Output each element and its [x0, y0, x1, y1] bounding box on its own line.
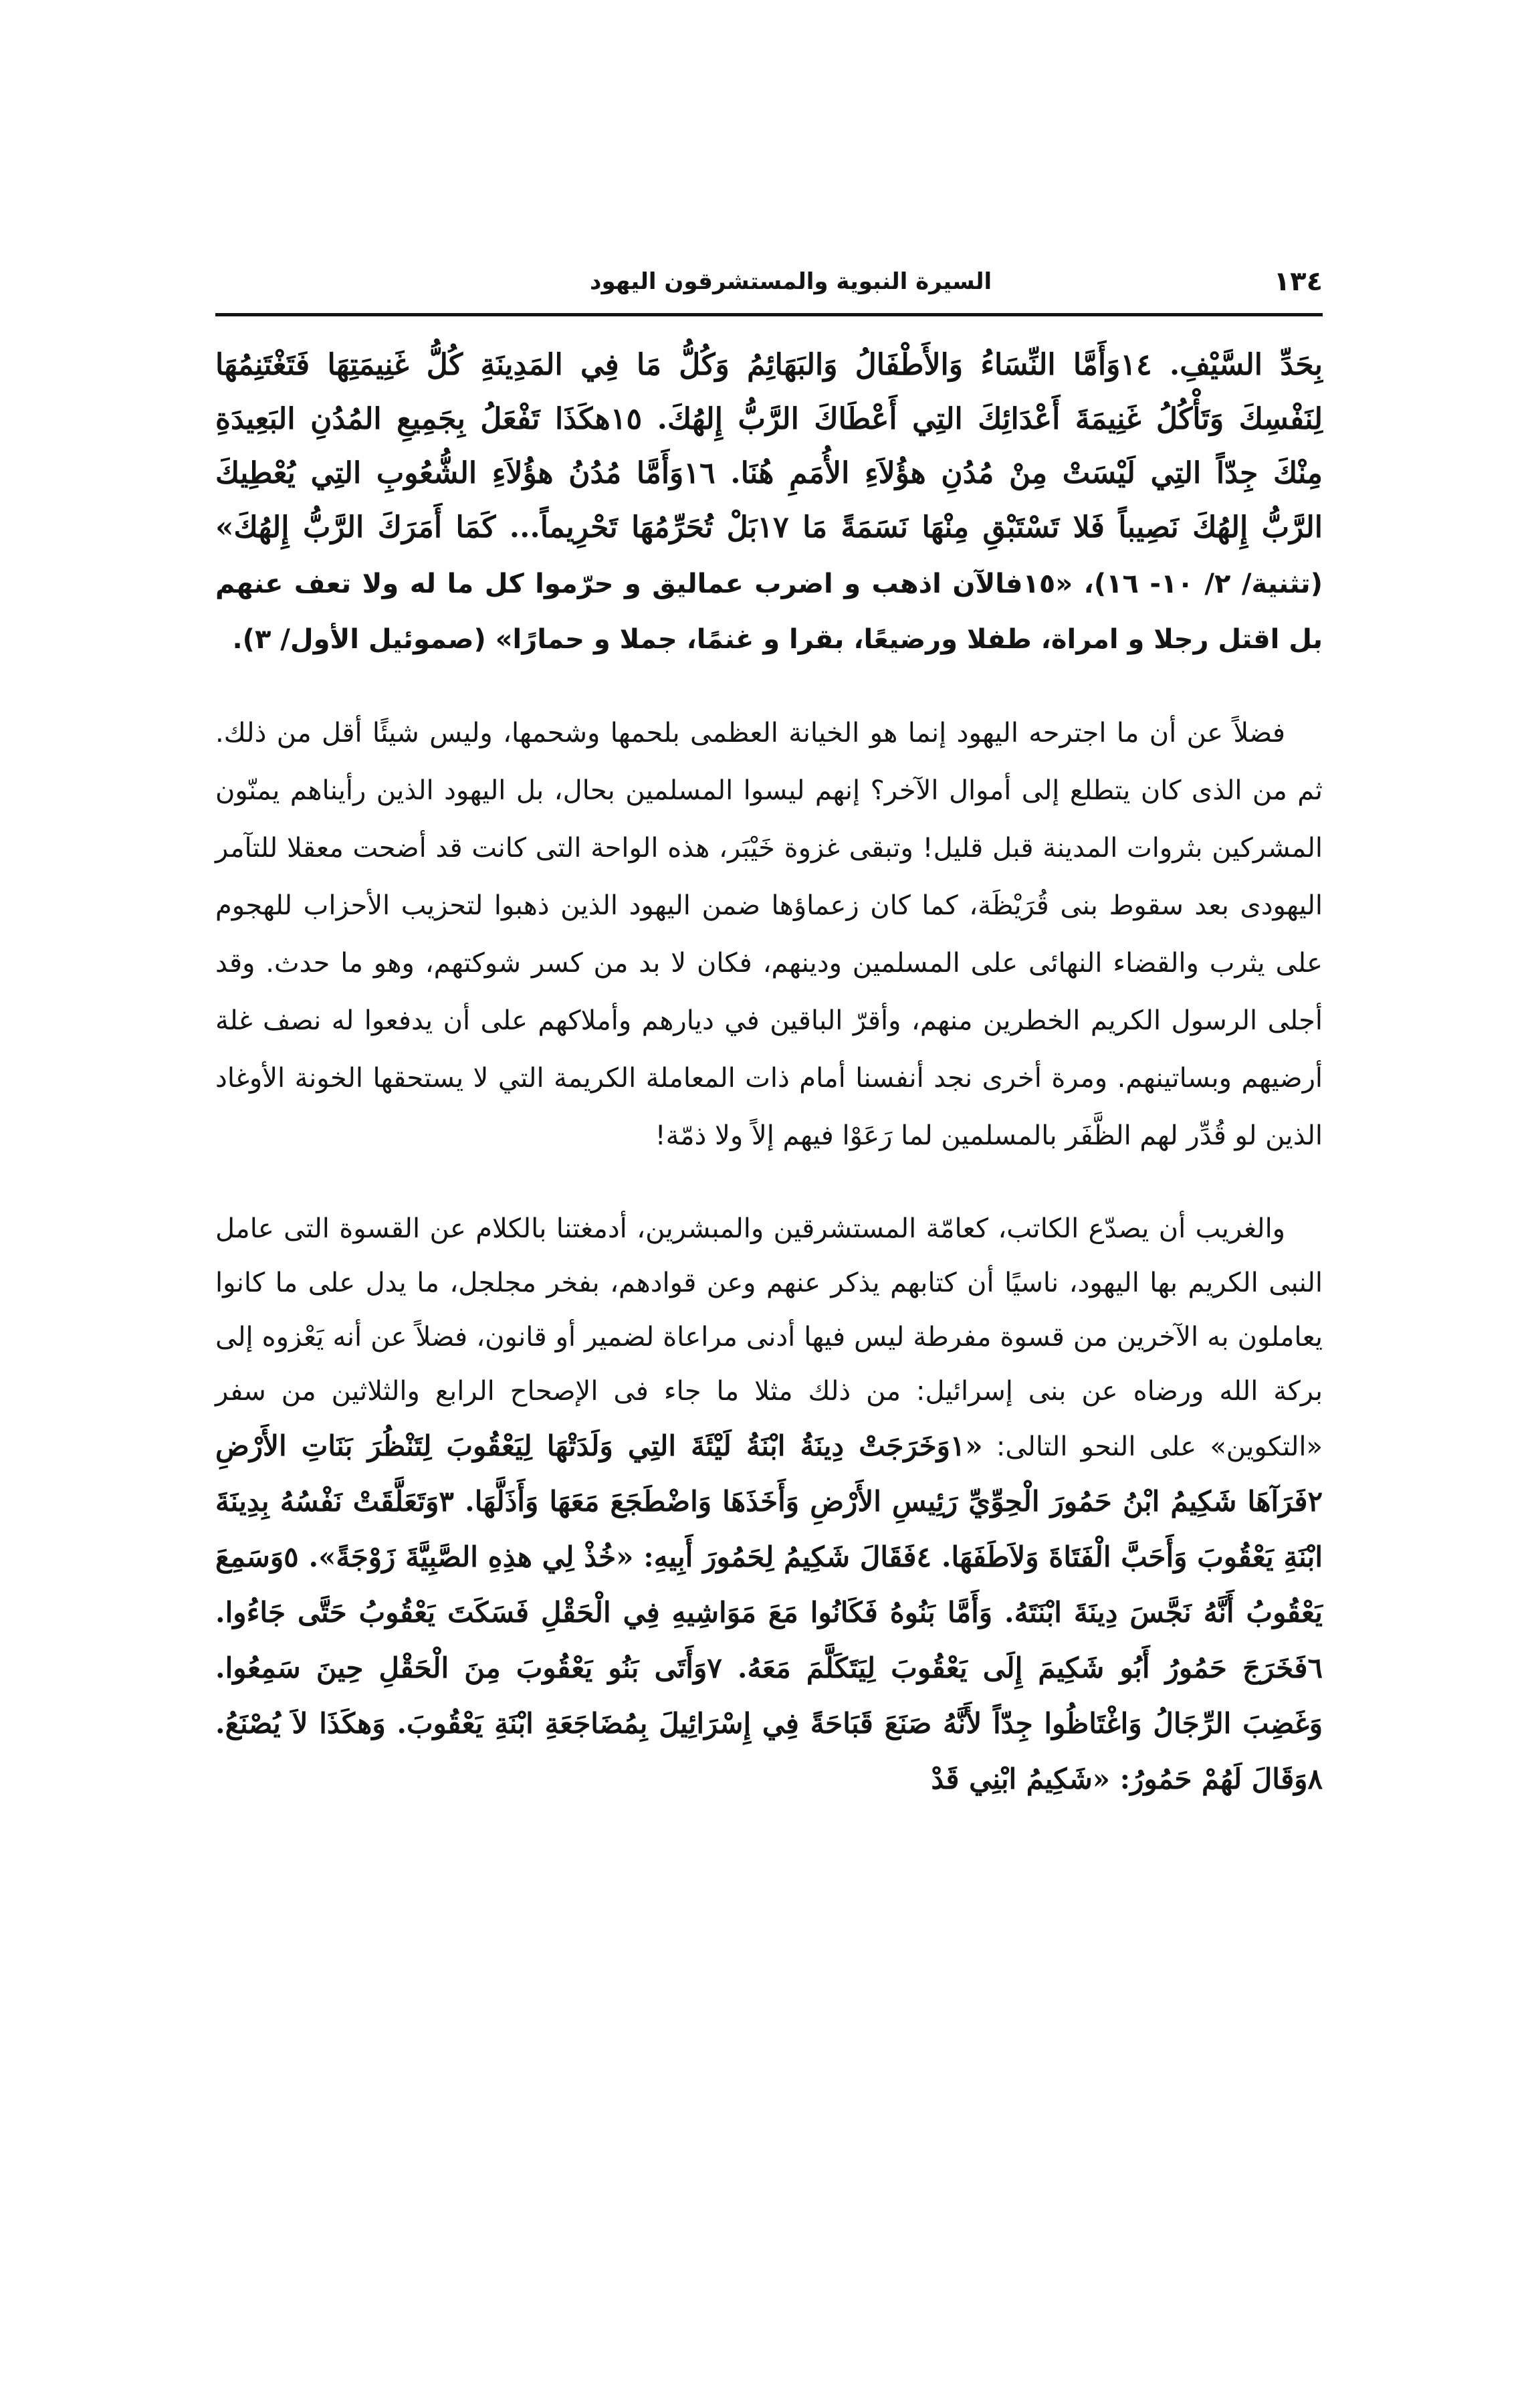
page-number: ١٣٤: [1273, 266, 1323, 297]
scripture-quote-paragraph: [215, 338, 1323, 667]
genesis-quote: «١وَخَرَجَتْ دِينَةُ ابْنَةُ لَيْئَةَ التِي وَلَدَتْهَا لِيَعْقُوبَ لِتَنْظُرَ بَنَاتِ الأَرْضِ ٢فَرَآهَا شَكِيمُ ابْنُ حَمُورَ الْحِوِّيِّ رَئِيسِ الأَرْضِ وَأَخَذَهَا وَاضْطَجَعَ مَعَهَا وَأَذَلَّهَا. ٣وَتَعَلَّقَتْ نَفْسُهُ بِدِينَةَ ابْنَةِ يَعْقُوبَ وَأَحَبَّ الْفَتَاةَ وَلاَطَفَهَا. ٤فَقَالَ شَكِيمُ لِحَمُورَ أَبِيهِ: «خُذْ لِي هذِهِ الصَّبِيَّةَ زَوْجَةً». ٥وَسَمِعَ يَعْقُوبُ أَنَّهُ نَجَّسَ دِينَةَ ابْنَتَهُ. وَأَمَّا بَنُوهُ فَكَانُوا مَعَ مَوَاشِيهِ فِي الْحَقْلِ فَسَكَتَ يَعْقُوبُ حَتَّى جَاءُوا. ٦فَخَرَجَ حَمُورُ أَبُو شَكِيمَ إِلَى يَعْقُوبَ لِيَتَكَلَّمَ مَعَهُ. ٧وَأَتَى بَنُو يَعْقُوبَ مِنَ الْحَقْلِ حِينَ سَمِعُوا. وَغَضِبَ الرِّجَالُ وَاغْتَاظُوا جِدّاً لأَنَّهُ صَنَعَ قَبَاحَةً فِي إِسْرَائِيلَ بِمُضَاجَعَةِ ابْنَةِ يَعْقُوبَ. وَهكَذَا لاَ يُصْنَعُ. ٨وَقَالَ لَهُمْ حَمُورُ: «شَكِيمُ ابْنِي قَدْ: [215, 1429, 1323, 1795]
header-rule: [215, 313, 1323, 316]
body-text: [215, 338, 1323, 1807]
book-title: السيرة النبوية والمستشرقون اليهود: [590, 268, 992, 295]
paragraph-khaybar: فضلاً عن أن ما اجترحه اليهود إنما هو الخيانة العظمى بلحمها وشحمها، وليس شيئًا أقل من ذلك. ثم من الذى كان يتطلع إلى أموال الآخر؟ إنهم ليسوا المسلمين بحال، بل اليهود الذين رأيناهم يمنّون المشركين بثروات المدينة قبل قليل! وتبقى غزوة خَيْبَر، هذه الواحة التى كانت قد أضحت معقلا للتآمر اليهودى بعد سقوط بنى قُرَيْظَة، كما كان زعماؤها ضمن اليهود الذين ذهبوا لتحزيب الأحزاب للهجوم على يثرب والقضاء النهائى على المسلمين ودينهم، فكان لا بد من كسر شوكتهم، وهو ما حدث. وقد أجلى الرسول الكريم الخطرين منهم، وأقرّ الباقين في ديارهم وأملاكهم على أن يدفعوا له نصف غلة أرضيهم وبساتينهم. ومرة أخرى نجد أنفسنا أمام ذات المعاملة الكريمة التي لا يستحقها الخونة الأوغاد الذين لو قُدِّر لهم الظَّفَر بالمسلمين لما رَعَوْا فيهم إلاً ولا ذمّة!: [215, 718, 1323, 1151]
scripture-quote: بِحَدِّ السَّيْفِ. ١٤وَأَمَّا النِّسَاءُ وَالأَطْفَالُ وَالبَهَائِمُ وَكُلُّ مَا فِي المَدِينَةِ كُلُّ غَنِيمَتِهَا فَتَغْتَنِمُهَا لِنَفْسِكَ وَتَأْكُلُ غَنِيمَةَ أَعْدَائِكَ التِي أَعْطَاكَ الرَّبُّ إِلهُكَ. ١٥هكَذَا تَفْعَلُ بِجَمِيعِ المُدُنِ البَعِيدَةِ مِنْكَ جِدّاً التِي لَيْسَتْ مِنْ مُدُنِ هؤُلاَءِ الأُمَمِ هُنَا. ١٦وَأَمَّا مُدُنُ هؤُلاَءِ الشُّعُوبِ التِي يُعْطِيكَ الرَّبُّ إِلهُكَ نَصِيباً فَلا تَسْتَبْقِ مِنْهَا نَسَمَةً مَا ١٧بَلْ تُحَرِّمُهَا تَحْرِيماً... كَمَا أَمَرَكَ الرَّبُّ إِلهُكَ»: [215, 348, 1323, 544]
running-head: [215, 260, 1323, 313]
scripture-citation: (تثنية/ ٢/ ١٠- ١٦)، «١٥فالآن اذهب و اضرب عماليق و حرّموا كل ما له ولا تعف عنهم بل اقتل رجلا و امراة، طفلا ورضيعًا، بقرا و غنمًا، جملا و حمارًا» (صموئيل الأول/ ٣).: [215, 569, 1323, 655]
paragraph-genesis-intro: والغريب أن يصدّع الكاتب، كعامّة المستشرقين والمبشرين، أدمغتنا بالكلام عن القسوة التى عامل النبى الكريم بها اليهود، ناسيًا أن كتابهم يذكر عنهم وعن قوادهم، بفخر مجلجل، ما يدل على ما كانوا يعاملون به الآخرين من قسوة مفرطة ليس فيها أدنى مراعاة لضمير أو قانون، فضلاً عن أنه يَعْزوه إلى بركة الله ورضاه عن بنى إسرائيل: من ذلك مثلا ما جاء فى الإصحاح الرابع والثلاثين من سفر «التكوين» على النحو التالى:: [215, 1213, 1323, 1462]
paragraph-genesis: [215, 1202, 1323, 1807]
